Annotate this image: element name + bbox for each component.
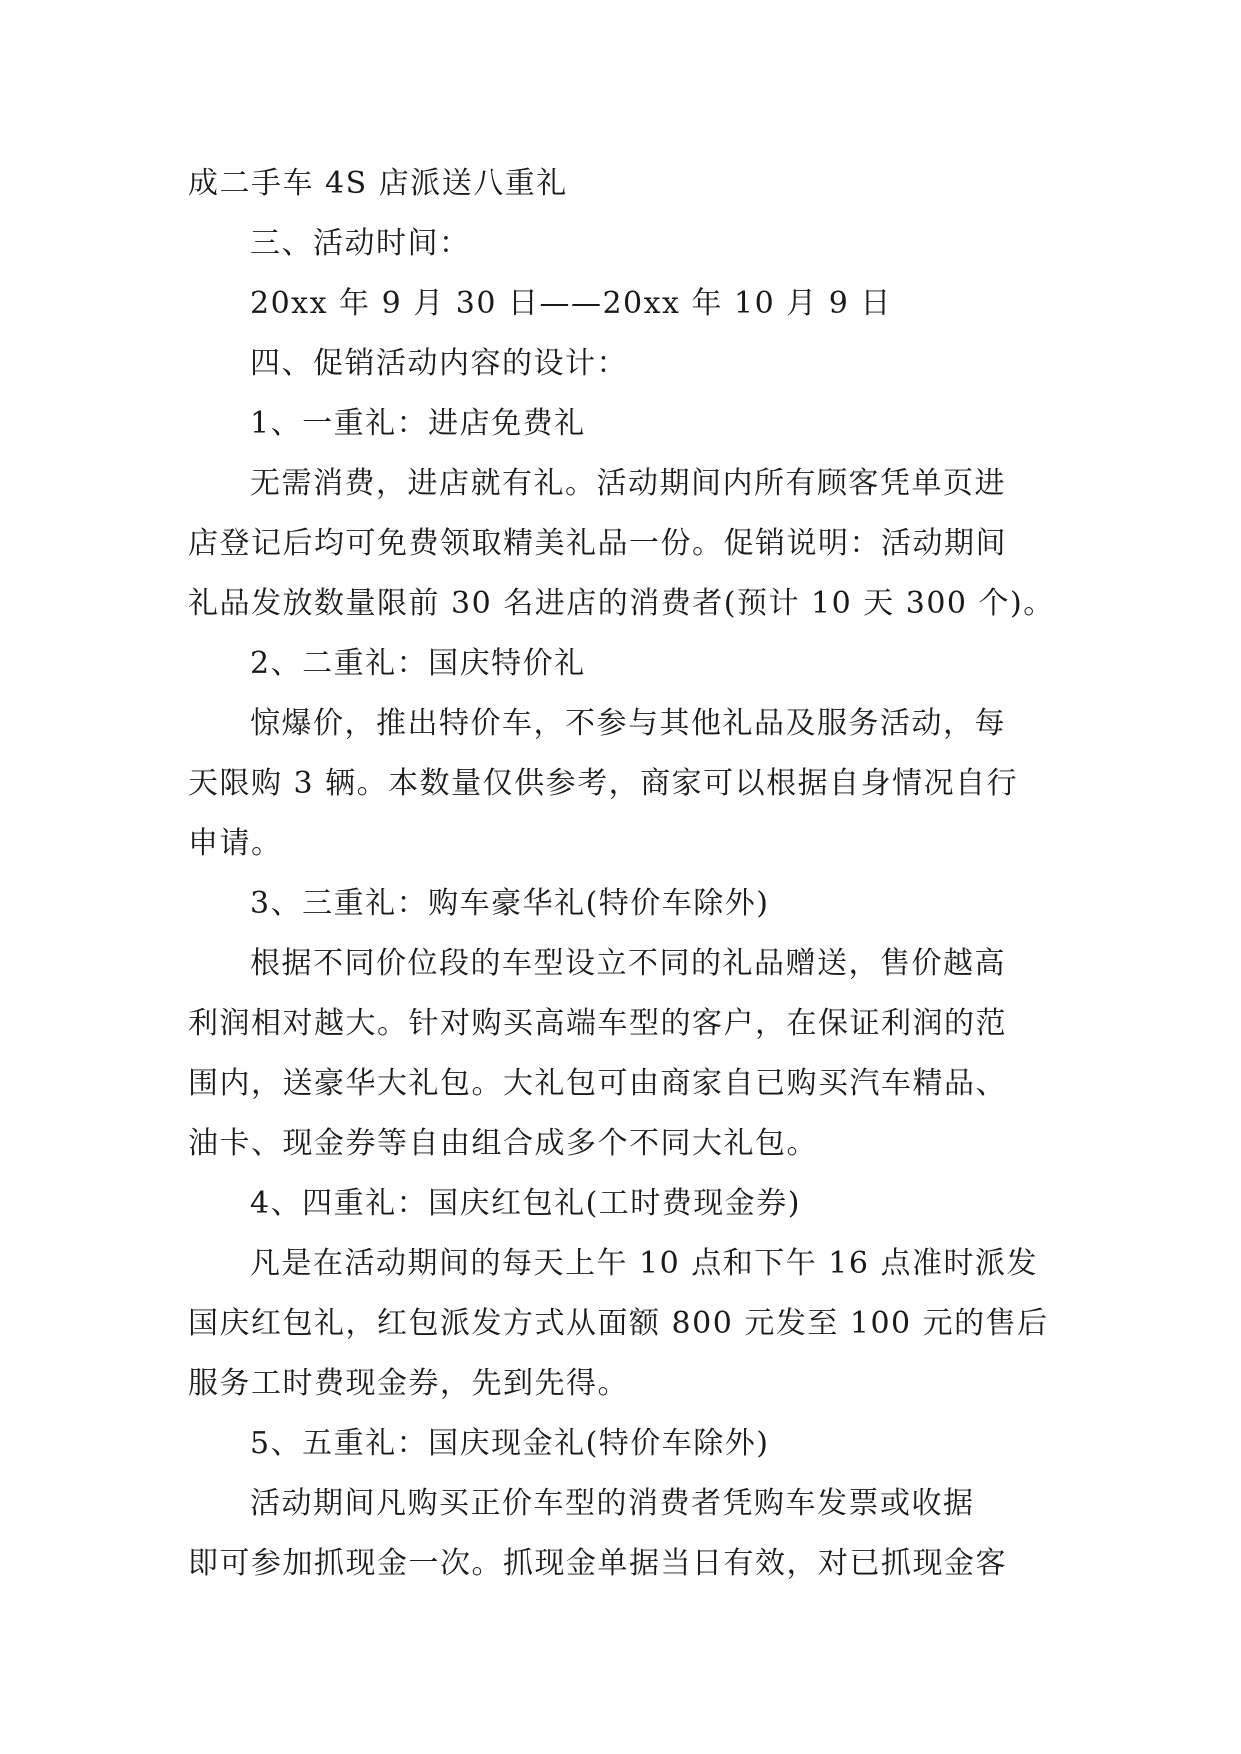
text-line: 无需消费，进店就有礼。活动期间内所有顾客凭单页进 bbox=[250, 466, 1006, 501]
item-heading: 1、一重礼：进店免费礼 bbox=[250, 406, 586, 441]
item-heading: 5、五重礼：国庆现金礼(特价车除外) bbox=[250, 1426, 770, 1461]
text-line: 20xx 年 9 月 30 日——20xx 年 10 月 9 日 bbox=[250, 286, 892, 321]
text-line: 惊爆价，推出特价车，不参与其他礼品及服务活动，每 bbox=[250, 706, 1006, 741]
section-heading: 三、活动时间： bbox=[250, 226, 471, 261]
text-line: 围内，送豪华大礼包。大礼包可由商家自已购买汽车精品、 bbox=[188, 1066, 1007, 1101]
text-line: 油卡、现金券等自由组合成多个不同大礼包。 bbox=[188, 1126, 818, 1161]
item-heading: 4、四重礼：国庆红包礼(工时费现金券) bbox=[250, 1186, 801, 1221]
text-line: 申请。 bbox=[188, 826, 283, 861]
text-line: 活动期间凡购买正价车型的消费者凭购车发票或收据 bbox=[250, 1486, 975, 1521]
text-line: 成二手车 4S 店派送八重礼 bbox=[188, 166, 568, 201]
text-line: 利润相对越大。针对购买高端车型的客户，在保证利润的范 bbox=[188, 1006, 1007, 1041]
text-line: 店登记后均可免费领取精美礼品一份。促销说明：活动期间 bbox=[188, 526, 1007, 561]
text-line: 服务工时费现金券，先到先得。 bbox=[188, 1366, 629, 1401]
text-line: 根据不同价位段的车型设立不同的礼品赠送，售价越高 bbox=[250, 946, 1006, 981]
item-heading: 2、二重礼：国庆特价礼 bbox=[250, 646, 586, 681]
item-heading: 3、三重礼：购车豪华礼(特价车除外) bbox=[250, 886, 770, 921]
text-line: 国庆红包礼，红包派发方式从面额 800 元发至 100 元的售后 bbox=[188, 1306, 1049, 1341]
text-line: 凡是在活动期间的每天上午 10 点和下午 16 点准时派发 bbox=[250, 1246, 1038, 1281]
document-body bbox=[188, 154, 1088, 1594]
text-line: 即可参加抓现金一次。抓现金单据当日有效，对已抓现金客 bbox=[188, 1546, 1007, 1581]
section-heading: 四、促销活动内容的设计： bbox=[250, 346, 628, 381]
text-line: 天限购 3 辆。本数量仅供参考，商家可以根据自身情况自行 bbox=[188, 766, 1019, 801]
text-line: 礼品发放数量限前 30 名进店的消费者(预计 10 天 300 个)。 bbox=[188, 586, 1055, 621]
